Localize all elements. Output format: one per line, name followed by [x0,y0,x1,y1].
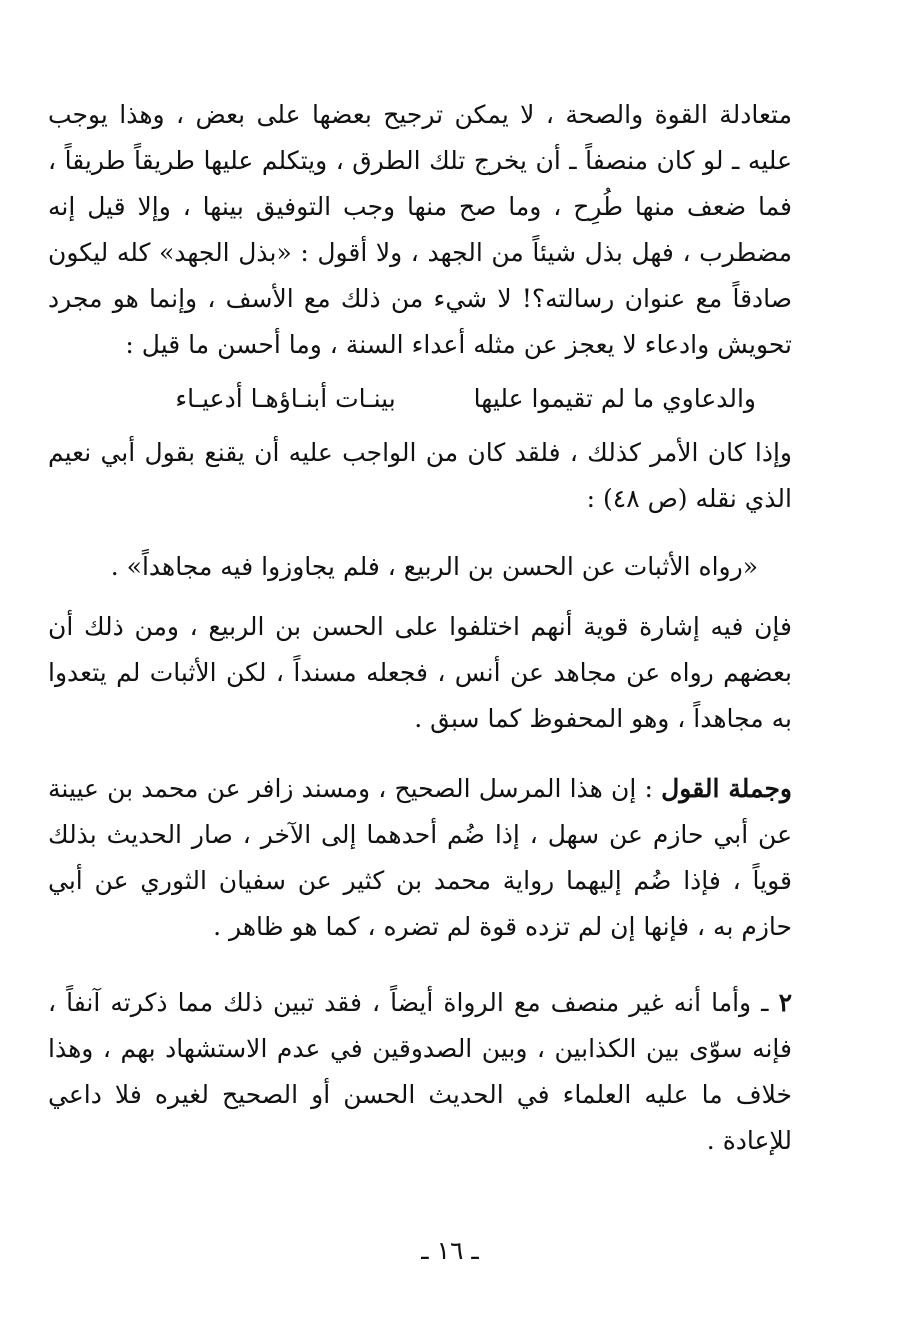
paragraph-4-lead: وجملة القول [661,774,792,803]
paragraph-5-text: ـ وأما أنه غير منصف مع الرواة أيضاً ، فقد تبين ذلك مما ذكرته آنفاً ، فإنه سوّى بين الكذابين ، وبين الصدوقين في عدم الاستشهاد بهم ، وهذا خلاف ما عليه العلماء في الحديث الحسن أو الصحيح لغيره فلا داعي للإعادة . [48,988,792,1155]
paragraph-4 [48,766,792,950]
paragraph-1: متعادلة القوة والصحة ، لا يمكن ترجيح بعضها على بعض ، وهذا يوجب عليه ـ لو كان منصفاً ـ أن يخرج تلك الطرق ، ويتكلم عليها طريقاً طريقاً ، فما ضعف منها طُرِح ، وما صح منها وجب التوفيق بينها ، وإلا قيل إنه مضطرب ، فهل بذل شيئاً من الجهد ، ولا أقول : «بذل الجهد» كله ليكون صادقاً مع عنوان رسالته؟! لا شيء من ذلك مع الأسف ، وإنما هو مجرد تحويش وادعاء لا يعجز عن مثله أعداء السنة ، وما أحسن ما قيل : [48,100,792,359]
page-body [48,92,792,1164]
paragraph-5-number: ٢ [778,988,792,1017]
poem-verse [48,376,792,422]
poem-first-hemistich: والدعاوي ما لم تقيموا عليها [473,384,756,413]
paragraph-5 [48,980,792,1164]
poem-second-hemistich: بينـات أبنـاؤهـا أدعيـاء [175,384,396,413]
quote-abu-nuaim: «رواه الأثبات عن الحسن بن الربيع ، فلم يجاوزوا فيه مجاهداً» . [110,552,758,581]
page-number: ـ ١٦ ـ [421,1236,479,1265]
paragraph-3: فإن فيه إشارة قوية أنهم اختلفوا على الحسن بن الربيع ، ومن ذلك أن بعضهم رواه عن مجاهد عن أنس ، فجعله مسنداً ، لكن الأثبات لم يتعدوا به مجاهداً ، وهو المحفوظ كما سبق . [48,612,792,733]
paragraph-2: وإذا كان الأمر كذلك ، فلقد كان من الواجب عليه أن يقنع بقول أبي نعيم الذي نقله (ص ٤٨) : [48,438,792,513]
paragraph-4-text: : إن هذا المرسل الصحيح ، ومسند زافر عن محمد بن عيينة عن أبي حازم عن سهل ، إذا ضُم أحدهما إلى الآخر ، صار الحديث بذلك قوياً ، فإذا ضُم إليهما رواية محمد بن كثير عن سفيان الثوري عن أبي حازم به ، فإنها إن لم تزده قوة لم تضره ، كما هو ظاهر . [48,774,792,941]
